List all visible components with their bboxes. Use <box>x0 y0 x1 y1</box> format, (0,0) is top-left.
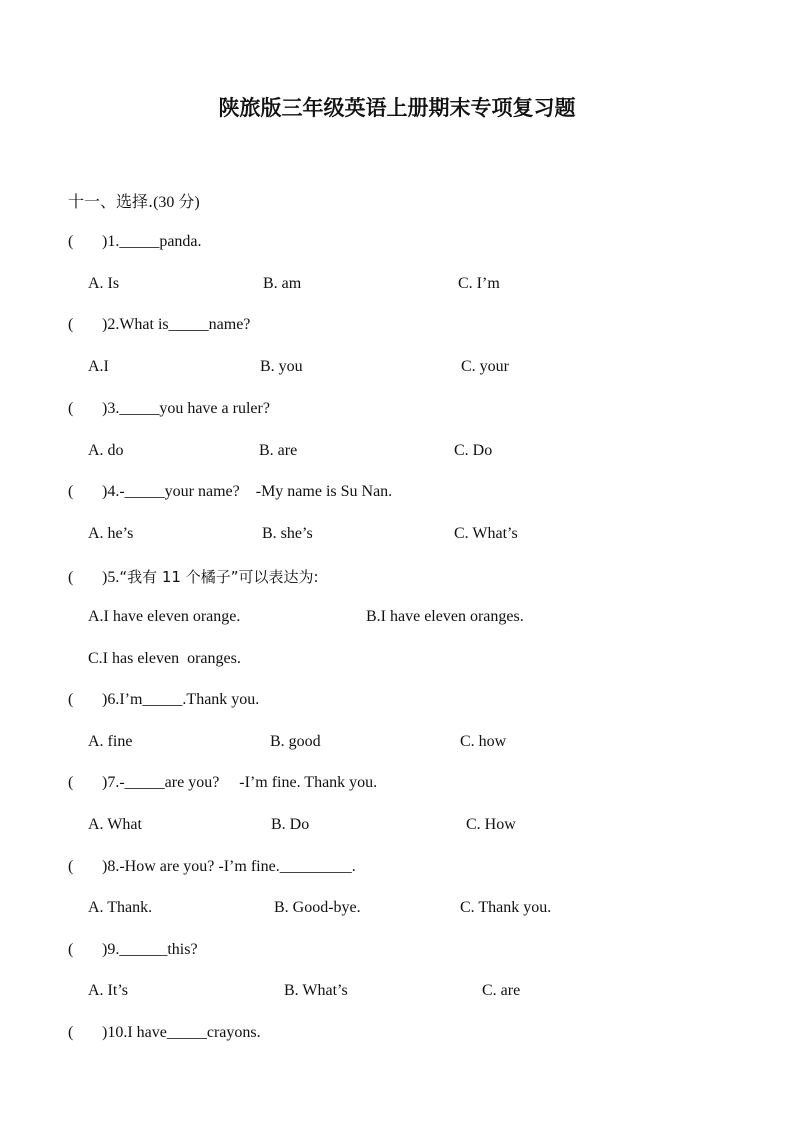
option-b: B.I have eleven oranges. <box>366 608 524 625</box>
option-c: C.I has eleven oranges. <box>88 650 241 667</box>
question-text: )3._____you have a ruler? <box>102 400 270 417</box>
option-a: A. Thank. <box>88 899 153 916</box>
question-text: “我有 11 个橘子”可以表达为: <box>119 568 319 586</box>
answer-bracket[interactable]: ( <box>68 483 74 500</box>
section-label: 十一、选择. <box>68 192 154 211</box>
question-text: )10.I have_____crayons. <box>102 1024 261 1041</box>
option-b: B. are <box>259 442 298 459</box>
option-b: B. you <box>260 358 303 375</box>
answer-bracket[interactable]: ( <box>68 316 74 333</box>
option-a: A. Is <box>88 275 120 292</box>
option-c: C. are <box>482 982 521 999</box>
question-1 <box>68 233 202 251</box>
question-2 <box>68 316 250 334</box>
option-a: A. do <box>88 442 124 459</box>
option-a: A.I have eleven orange. <box>88 608 241 625</box>
question-6 <box>68 691 259 709</box>
answer-bracket[interactable]: ( <box>68 400 74 417</box>
option-a: A.I <box>88 358 109 375</box>
question-text: )8.-How are you? -I’m fine._________. <box>102 858 356 875</box>
question-8 <box>68 858 356 876</box>
option-b: B. good <box>270 733 321 750</box>
option-b: B. What’s <box>284 982 348 999</box>
question-5 <box>68 566 319 587</box>
option-c: C. Thank you. <box>460 899 552 916</box>
option-b: B. Good-bye. <box>274 899 361 916</box>
question-text: )4.-_____your name? -My name is Su Nan. <box>102 483 393 500</box>
option-b: B. am <box>263 275 302 292</box>
answer-bracket[interactable]: ( <box>68 233 74 250</box>
question-text: )2.What is_____name? <box>102 316 251 333</box>
option-c: C. I’m <box>458 275 500 292</box>
option-a: A. he’s <box>88 525 134 542</box>
answer-bracket[interactable]: ( <box>68 1024 74 1041</box>
option-b: B. Do <box>271 816 310 833</box>
question-text-prefix: )5. <box>102 569 120 586</box>
option-c: C. Do <box>454 442 493 459</box>
option-a: A. It’s <box>88 982 128 999</box>
option-c: C. your <box>461 358 509 375</box>
question-text: )7.-_____are you? -I’m fine. Thank you. <box>102 774 378 791</box>
option-c: C. how <box>460 733 507 750</box>
question-7 <box>68 774 377 792</box>
option-b: B. she’s <box>262 525 313 542</box>
question-text: )6.I’m_____.Thank you. <box>102 691 260 708</box>
question-4 <box>68 483 392 501</box>
page-title: 陕旅版三年级英语上册期末专项复习题 <box>218 96 576 120</box>
answer-bracket[interactable]: ( <box>68 691 74 708</box>
question-text: )1._____panda. <box>102 233 202 250</box>
section-score: (30 分) <box>153 194 200 211</box>
question-9 <box>68 941 198 959</box>
option-c: C. What’s <box>454 525 518 542</box>
answer-bracket[interactable]: ( <box>68 858 74 875</box>
section-heading <box>68 189 200 212</box>
option-c: C. How <box>466 816 516 833</box>
answer-bracket[interactable]: ( <box>68 941 74 958</box>
option-a: A. fine <box>88 733 133 750</box>
answer-bracket[interactable]: ( <box>68 774 74 791</box>
question-3 <box>68 400 270 418</box>
answer-bracket[interactable]: ( <box>68 569 74 586</box>
question-10 <box>68 1024 261 1042</box>
question-text: )9.______this? <box>102 941 198 958</box>
option-a: A. What <box>88 816 142 833</box>
